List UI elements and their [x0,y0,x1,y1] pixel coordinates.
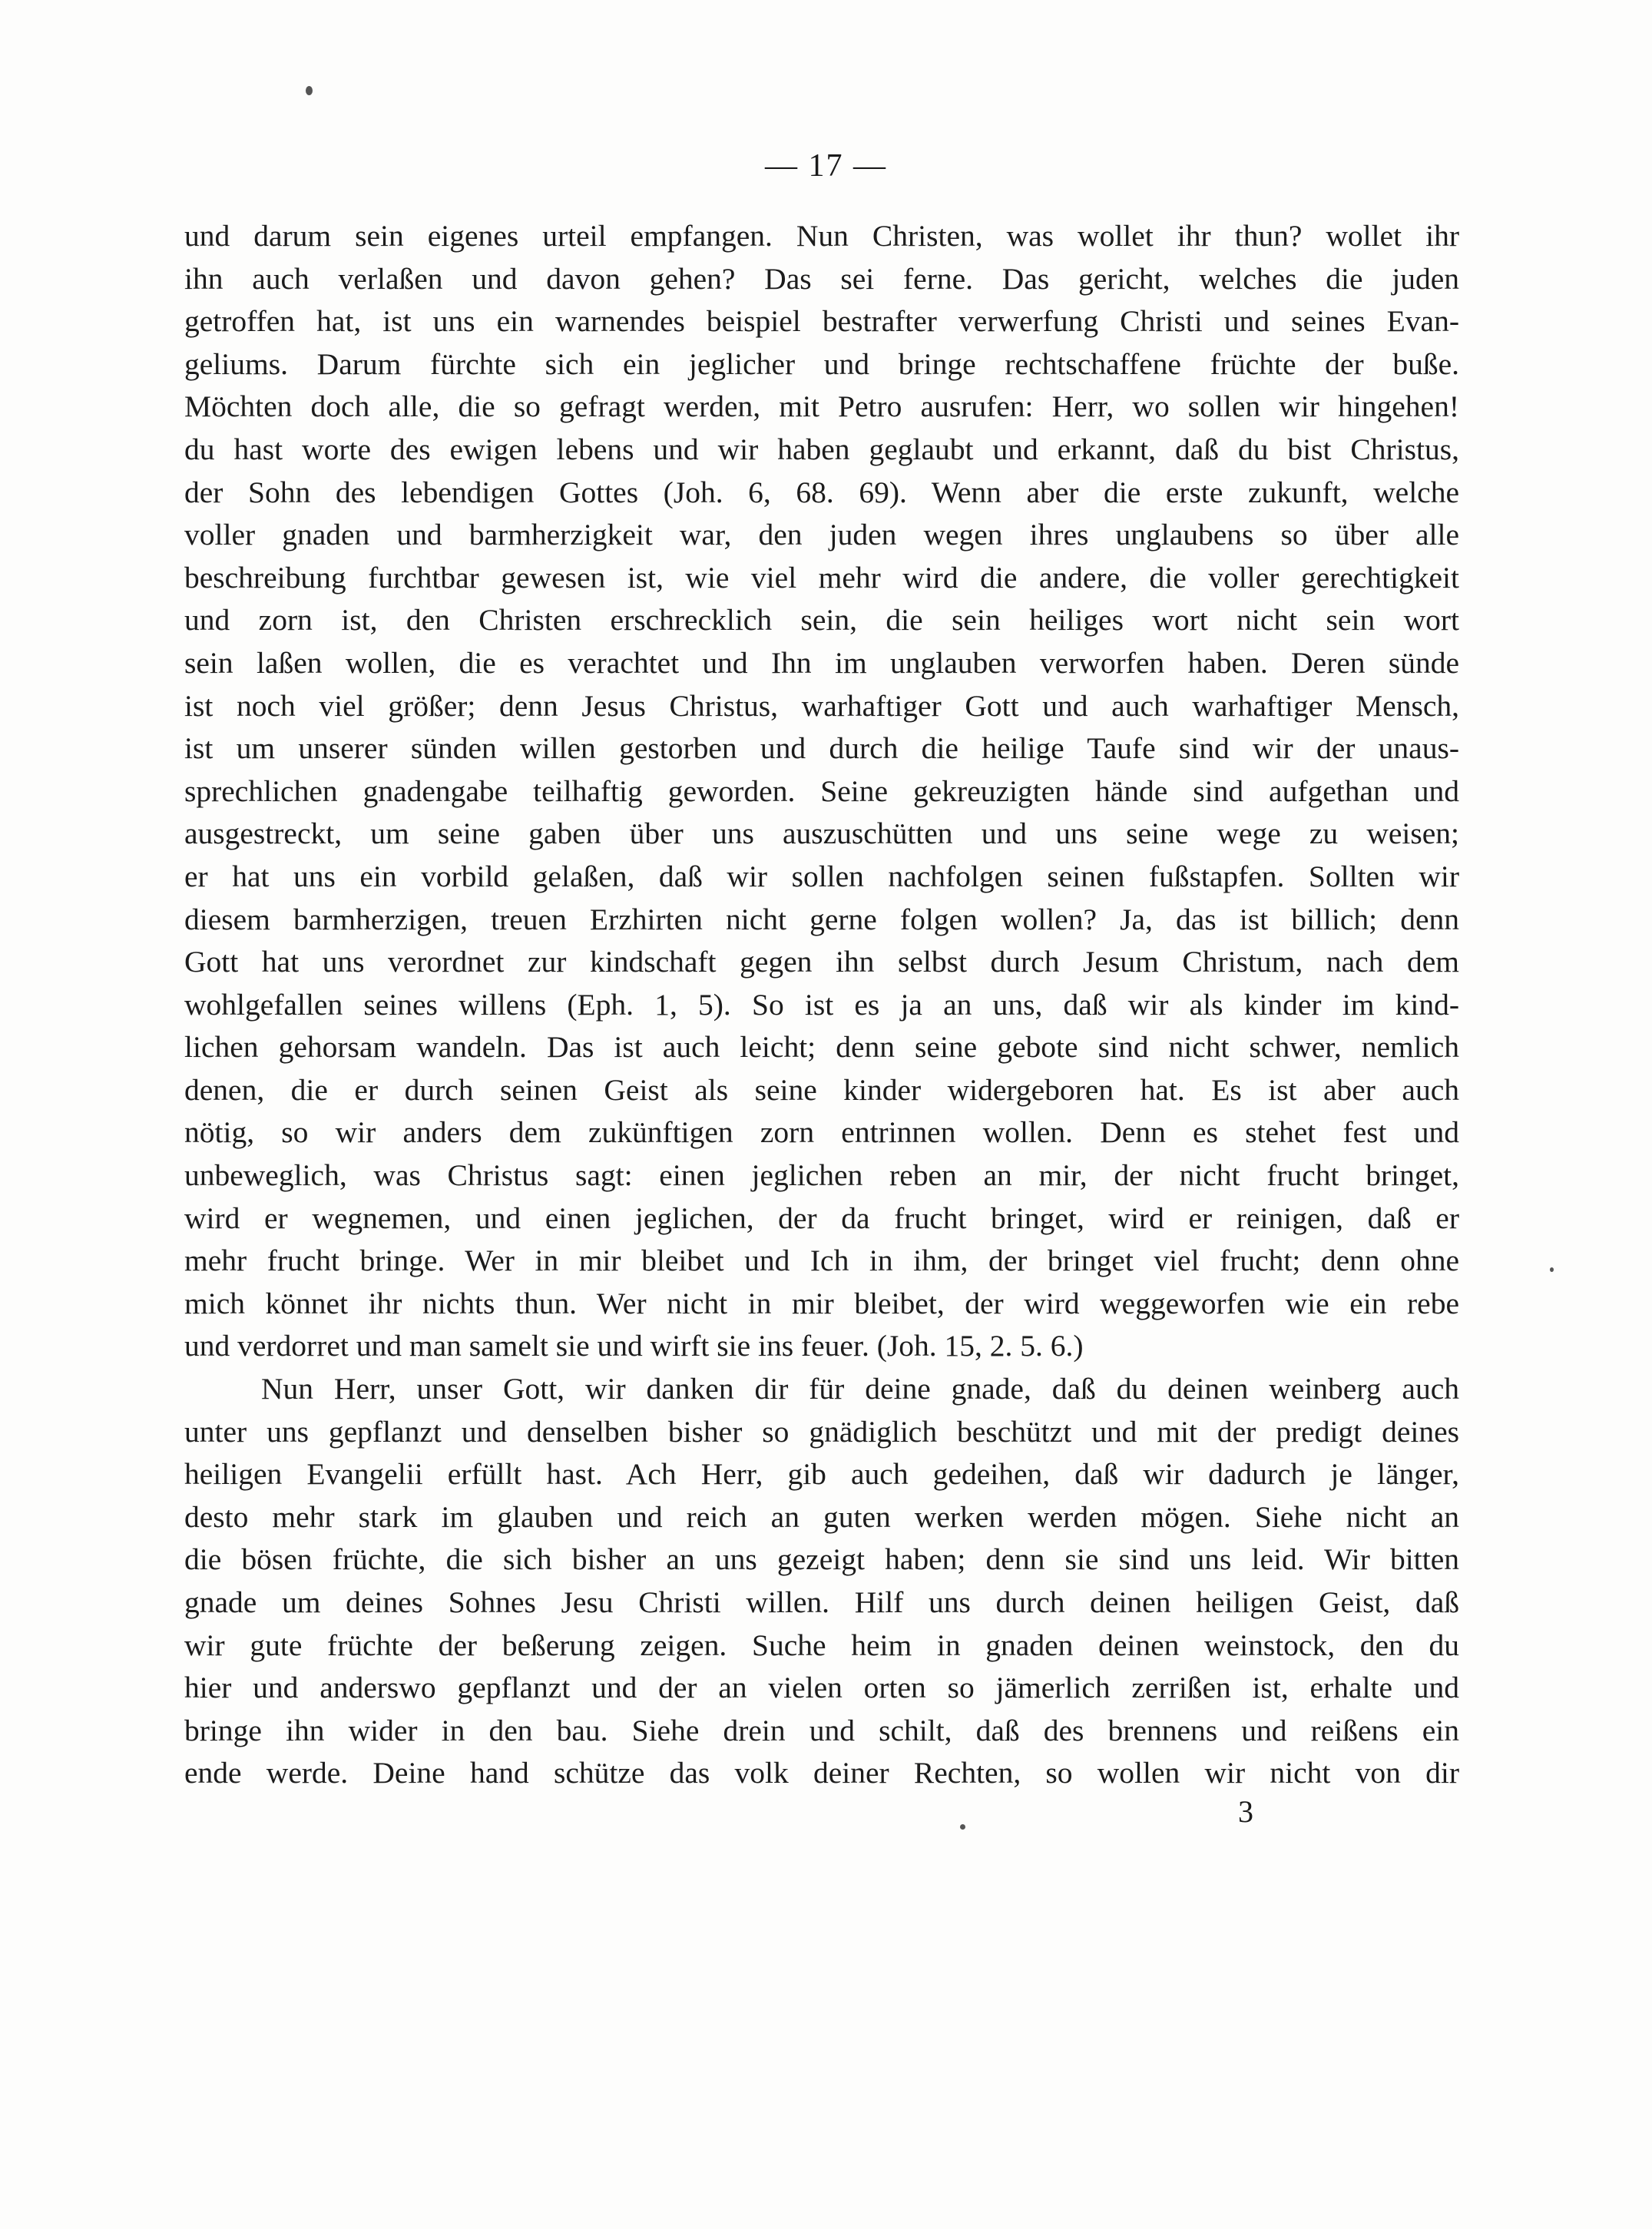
text-line: die bösen früchte, die sich bisher an uns gezeigt haben; denn sie sind uns leid. Wir bitten [184,1542,1459,1577]
text-line: unbeweglich, was Christus sagt: einen jeglichen reben an mir, der nicht frucht bringet, [184,1158,1459,1193]
body-text [184,215,1459,1795]
text-line: nötig, so wir anders dem zukünftigen zorn entrinnen wollen. Denn es stehet fest und [184,1115,1459,1150]
text-line: unter uns gepflanzt und denselben bisher so gnädiglich beschützt und mit der predigt deines [184,1414,1459,1449]
signature-mark: 3 [1238,1794,1253,1829]
text-line: Möchten doch alle, die so gefragt werden, mit Petro ausrufen: Herr, wo sollen wir hingehen! [184,389,1459,424]
text-line: sein laßen wollen, die es verachtet und Ihn im unglauben verworfen haben. Deren sünde [184,645,1459,680]
page-number: — 17 — [765,148,887,184]
text-line: bringe ihn wider in den bau. Siehe drein und schilt, daß des brennens und reißens ein [184,1713,1459,1747]
text-line: er hat uns ein vorbild gelaßen, daß wir sollen nachfolgen seinen fußstapfen. Sollten wir [184,859,1459,893]
text-line: Gott hat uns verordnet zur kindschaft gegen ihn selbst durch Jesum Christum, nach dem [184,945,1459,979]
text-line: getroffen hat, ist uns ein warnendes beispiel bestrafter verwerfung Christi und seines Evan- [184,304,1459,339]
text-line: hier und anderswo gepflanzt und der an vielen orten so jämerlich zerrißen ist, erhalte und [184,1671,1459,1705]
ink-speck [960,1824,965,1830]
text-line: desto mehr stark im glauben und reich an guten werken werden mögen. Siehe nicht an [184,1499,1459,1534]
text-line: ausgestreckt, um seine gaben über uns auszuschütten und uns seine wege zu weisen; [184,816,1459,851]
text-line: Nun Herr, unser Gott, wir danken dir für deine gnade, daß du deinen weinberg auch [261,1372,1459,1406]
text-line: ende werde. Deine hand schütze das volk deiner Rechten, so wollen wir nicht von dir [184,1756,1459,1790]
text-line: gnade um deines Sohnes Jesu Christi willen. Hilf uns durch deinen heiligen Geist, daß [184,1585,1459,1619]
text-line: der Sohn des lebendigen Gottes (Joh. 6, 68. 69). Wenn aber die erste zukunft, welche [184,475,1459,509]
text-line: ihn auch verlaßen und davon gehen? Das sei ferne. Das gericht, welches die juden [184,261,1459,296]
text-line: beschreibung furchtbar gewesen ist, wie viel mehr wird die andere, die voller gerechtigkeit [184,560,1459,595]
text-line: und zorn ist, den Christen erschrecklich sein, die sein heiliges wort nicht sein wort [184,603,1459,638]
text-line: wohlgefallen seines willens (Eph. 1, 5). So ist es ja an uns, daß wir als kinder im kind- [184,987,1459,1022]
text-line: ist noch viel größer; denn Jesus Christus, warhaftiger Gott und auch warhaftiger Mensch, [184,688,1459,723]
text-line: heiligen Evangelii erfüllt hast. Ach Herr, gib auch gedeihen, daß wir dadurch je länger, [184,1457,1459,1492]
text-line: ist um unserer sünden willen gestorben und durch die heilige Taufe sind wir der unaus- [184,731,1459,766]
text-line: und verdorret und man samelt sie und wirft sie ins feuer. (Joh. 15, 2. 5. 6.) [184,1329,1084,1363]
text-line: mich könnet ihr nichts thun. Wer nicht in mir bleibet, der wird weggeworfen wie ein rebe [184,1286,1459,1320]
text-line: denen, die er durch seinen Geist als seine kinder widergeboren hat. Es ist aber auch [184,1072,1459,1107]
ink-speck [1550,1267,1554,1272]
text-line: wir gute früchte der beßerung zeigen. Suche heim in gnaden deinen weinstock, den du [184,1628,1459,1662]
paragraph-1 [184,215,1459,1368]
text-line: diesem barmherzigen, treuen Erzhirten nicht gerne folgen wollen? Ja, das ist billich; denn [184,902,1459,936]
text-line: geliums. Darum fürchte sich ein jeglicher und bringe rechtschaffene früchte der buße. [184,346,1459,381]
text-line: voller gnaden und barmherzigkeit war, den juden wegen ihres unglaubens so über alle [184,518,1459,552]
text-line: du hast worte des ewigen lebens und wir haben geglaubt und erkannt, daß du bist Christus, [184,432,1459,466]
text-line: lichen gehorsam wandeln. Das ist auch leicht; denn seine gebote sind nicht schwer, nemlich [184,1030,1459,1065]
text-line: mehr frucht bringe. Wer in mir bleibet und Ich in ihm, der bringet viel frucht; denn ohne [184,1244,1459,1278]
text-line: und darum sein eigenes urteil empfangen. Nun Christen, was wollet ihr thun? wollet ihr [184,219,1459,253]
paragraph-2 [184,1368,1459,1795]
ink-speck [306,86,313,95]
text-line: sprechlichen gnadengabe teilhaftig geworden. Seine gekreuzigten hände sind aufgethan und [184,773,1459,808]
text-line: wird er wegnemen, und einen jeglichen, der da frucht bringet, wird er reinigen, daß er [184,1201,1459,1235]
